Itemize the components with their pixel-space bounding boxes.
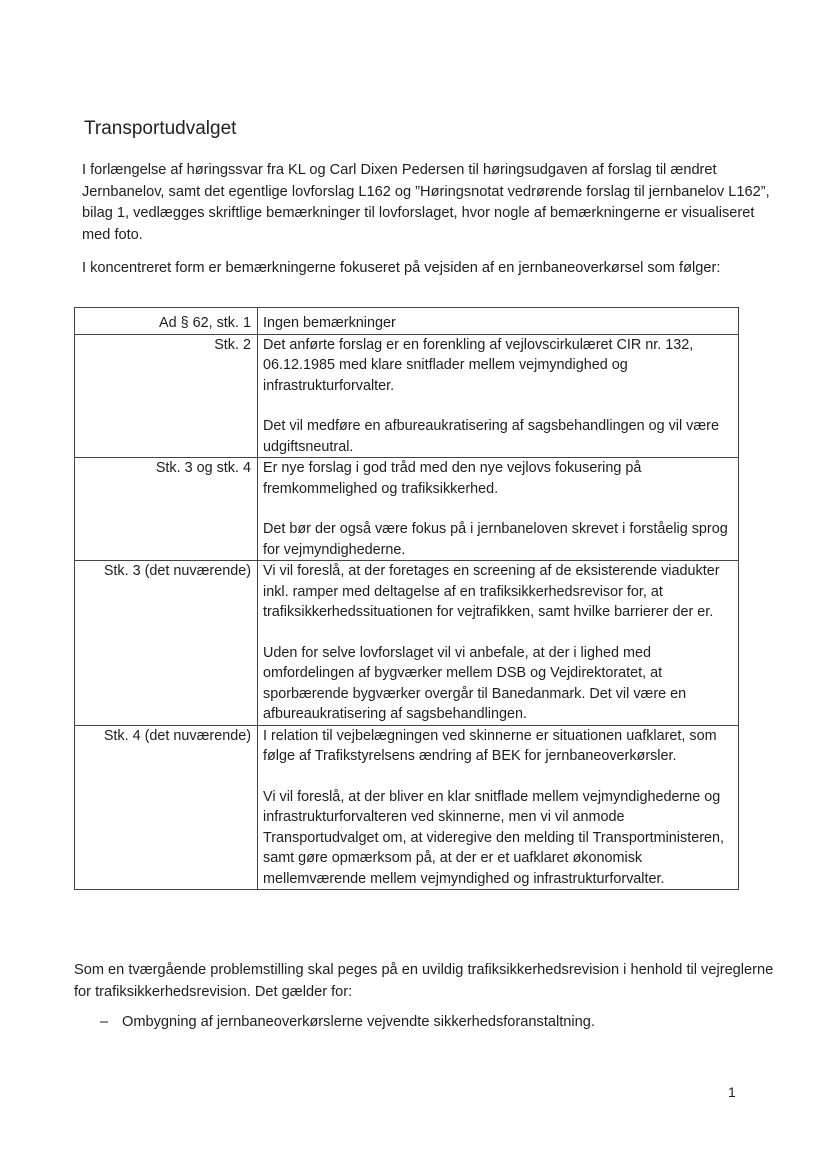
row-paragraph: Uden for selve lovforslaget vil vi anbefale, at der i lighed med omfordelingen af bygværker mellem DSB og Vejdirektoratet, at sporbærende bygværker overgår til Banedanmark. Det vil være en afbureaukratisering af sagsbehandlingen. [263,644,687,722]
focus-paragraph: I koncentreret form er bemærkningerne fokuseret på vejsiden af en jernbaneoverkørsel som følger: [82,260,721,276]
row-label: Stk. 4 (det nuværende) [75,725,258,890]
page-title: Transportudvalget [84,118,237,139]
row-label: Ad § 62, stk. 1 [75,308,258,335]
cross-paragraph: Som en tværgående problemstilling skal peges på en uvildig trafiksikkerhedsrevision i henhold til vejreglerne for trafiksikkerhedsrevision. Det gælder for: [74,962,774,1000]
row-text [258,334,739,458]
table-row [75,308,739,335]
remarks-table [74,307,739,890]
row-text [258,561,739,726]
table-row [75,458,739,561]
row-label: Stk. 3 og stk. 4 [75,458,258,561]
row-paragraph: I relation til vejbelægningen ved skinnerne er situationen uafklaret, som følge af Trafikstyrelsens ændring af BEK for jernbaneoverkørsler. [263,727,717,764]
row-paragraph: Det vil medføre en afbureaukratisering af sagsbehandlingen og vil være udgiftsneutral. [263,418,719,455]
row-paragraph: Det bør der også være fokus på i jernbaneloven skrevet i forståelig sprog for vejmyndighederne. [263,521,728,558]
table-row [75,561,739,726]
row-text [258,308,739,335]
bullet-item [100,1014,595,1030]
row-paragraph: Vi vil foreslå, at der bliver en klar snitflade mellem vejmyndighederne og infrastrukturforvalteren ved skinnerne, men vi vil anmode Transportudvalget om, at videregive den melding til Transportministeren, samt gøre opmærksom på, at der er et uafklaret økonomisk mellemværende mellem vejmyndighed og infrastrukturforvalter. [263,788,724,887]
table-row [75,725,739,890]
row-paragraph: Det anførte forslag er en forenkling af vejlovscirkulæret CIR nr. 132, 06.12.1985 med klare snitflader mellem vejmyndighed og infrastrukturforvalter. [263,336,694,394]
table-row [75,334,739,458]
bullet-text: Ombygning af jernbaneoverkørslerne vejvendte sikkerhedsforanstaltning. [122,1014,595,1030]
row-paragraph: Vi vil foreslå, at der foretages en screening af de eksisterende viadukter inkl. ramper med deltagelse af en trafiksikkerhedsrevisor for, at trafiksikkerhedssituationen for vejtrafikken, samt hvilke barrierer der er. [263,563,720,620]
page-number: 1 [728,1084,736,1100]
row-text [258,725,739,890]
row-paragraph: Ingen bemærkninger [263,315,396,331]
intro-paragraph: I forlængelse af høringssvar fra KL og Carl Dixen Pedersen til høringsudgaven af forslag til ændret Jernbanelov, samt det egentlige lovforslag L162 og ”Høringsnotat vedrørende forslag til jernbanelov L162”, bilag 1, vedlægges skriftlige bemærkninger til lovforslaget, hvor nogle af bemærkningerne er visualiseret med foto. [82,162,770,243]
row-paragraph: Er nye forslag i god tråd med den nye vejlovs fokusering på fremkommelighed og trafiksikkerhed. [263,460,642,497]
row-label: Stk. 3 (det nuværende) [75,561,258,726]
row-label: Stk. 2 [75,334,258,458]
row-text [258,458,739,561]
bullet-marker: – [100,1014,109,1030]
